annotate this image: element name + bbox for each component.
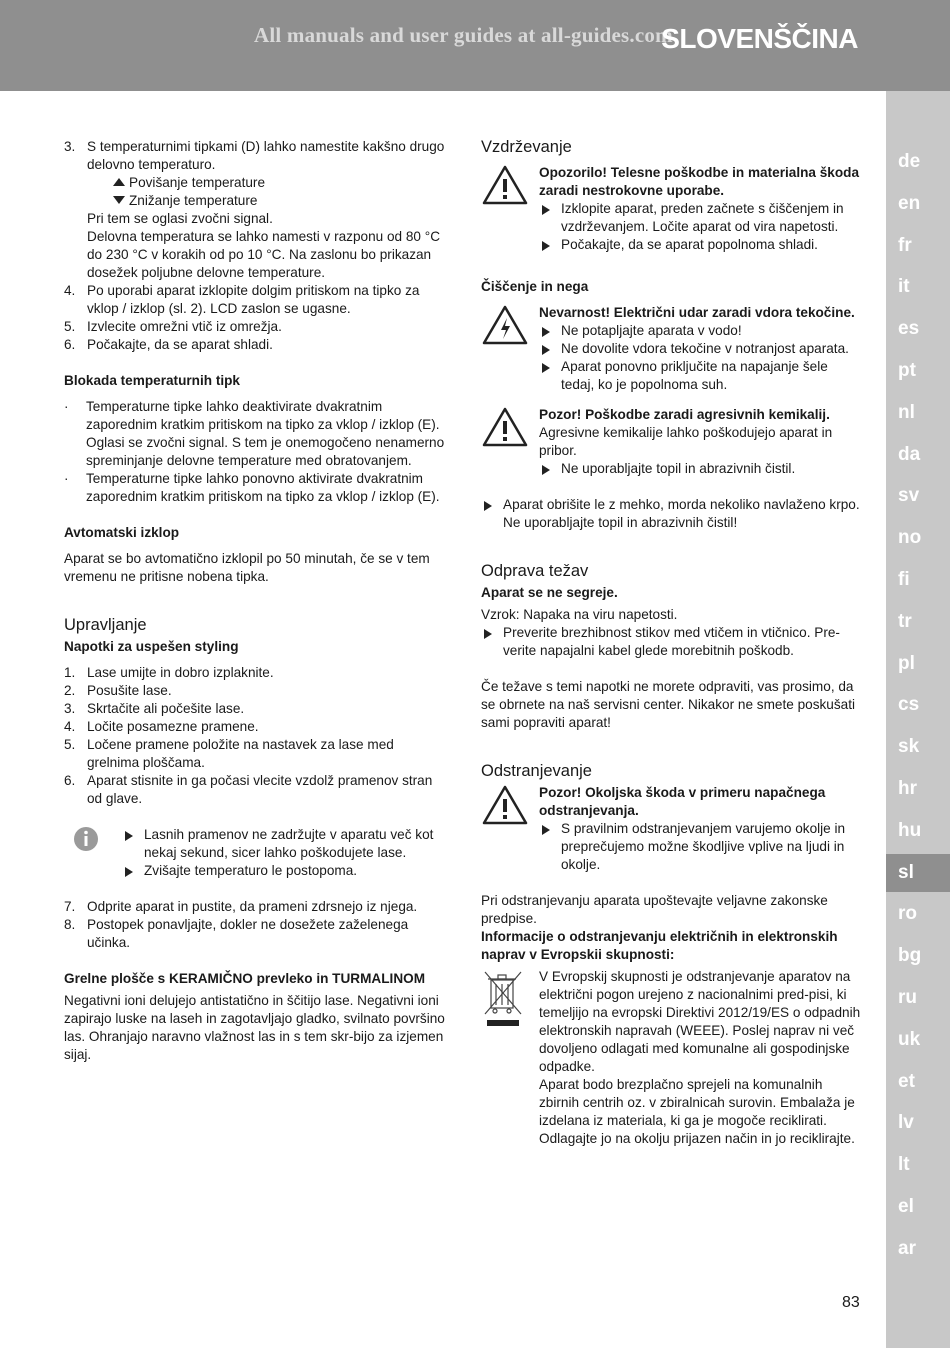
disposal-text: Pri odstranjevanju aparata upoštevajte veljavne zakonske predpise.	[481, 893, 828, 926]
language-tab-sv[interactable]: sv	[898, 485, 920, 507]
language-tab-en[interactable]: en	[898, 192, 921, 214]
info-icon	[64, 826, 122, 880]
language-tab-hu[interactable]: hu	[898, 819, 922, 841]
list-item: Aparat obrišite le z mehko, morda nekoliko navlaženo krpo. Ne uporabljajte topil in abrazivnih čistil!	[481, 496, 861, 532]
cleaning-heading: Čiščenje in nega	[481, 279, 589, 294]
list-item: 6. Počakajte, da se aparat shladi.	[64, 337, 273, 352]
language-tab-it[interactable]: it	[898, 276, 910, 298]
language-tab-ru[interactable]: ru	[898, 987, 917, 1008]
troubleshooting-heading: Odprava težav	[481, 562, 589, 580]
list-item: Ne uporabljajte topil in abrazivnih čistil.	[539, 460, 861, 478]
arrow-down-icon	[113, 196, 125, 204]
list-item: Ne potapljajte aparata v vodo!	[539, 322, 861, 340]
disposal-heading: Odstranjevanje	[481, 762, 592, 780]
list-item: 3. Skrtačite ali počešite lase.	[64, 701, 245, 716]
language-tab-lt[interactable]: lt	[898, 1154, 910, 1176]
page-header	[0, 0, 950, 91]
list-item: · Temperaturne tipke lahko deaktivirate dvakratnim zaporednim kratkim pritiskom na tipko za vklop / izklop (E). Oglasi se zvočni signal. S tem je onemogočeno nenamerno spreminjanje delovne temperature med obratovanjem.	[64, 399, 445, 468]
list-item: Izklopite aparat, preden začnete s čiščenjem in vzdrževanjem. Ločite aparat od vira napetosti.	[539, 200, 861, 236]
caution-block: Pozor! Poškodbe zaradi agresivnih kemikalij. Agresivne kemikalije lahko poškodujejo aparat in pribor. Ne uporabljajte topil in abrazivnih čistil.	[481, 406, 861, 478]
language-tab-el[interactable]: el	[898, 1196, 914, 1217]
crossed-bin-icon	[481, 968, 539, 1148]
temp-up-line: Povišanje temperature	[64, 174, 446, 192]
language-tab-tr[interactable]: tr	[898, 610, 912, 632]
language-tab-fr[interactable]: fr	[898, 234, 912, 256]
danger-block: Nevarnost! Električni udar zaradi vdora tekočine. Ne potapljajte aparata v vodo! Ne dovolite vdora tekočine v notranjost aparata. Aparat ponovno priključite na napajanje šele tedaj, ko je popolnoma suh.	[481, 304, 861, 394]
language-tab-et[interactable]: et	[898, 1070, 915, 1092]
list-item: Ne dovolite vdora tekočine v notranjost aparata.	[539, 340, 861, 358]
page-number: 83	[842, 1294, 860, 1311]
usage-heading: Upravljanje	[64, 616, 147, 634]
language-tab-de[interactable]: de	[898, 151, 921, 172]
language-tab-cs[interactable]: cs	[898, 694, 920, 716]
list-item: 2. Posušite lase.	[64, 683, 172, 698]
warning-block: Opozorilo! Telesne poškodbe in materialna škoda zaradi nestrokovne uporabe. Izklopite aparat, preden začnete s čiščenjem in vzdrževanjem. Ločite aparat od vira napetosti. Počakajte, da se aparat popolnoma shladi.	[481, 164, 861, 254]
language-tab-nl[interactable]: nl	[898, 401, 915, 423]
list-item: 6. Aparat stisnite in ga počasi vlecite vzdolž pramenov stran od glave.	[64, 773, 433, 806]
list-item: · Temperaturne tipke lahko ponovno aktivirate dvakratnim zaporednim kratkim pritiskom na tipko za vklop / izklop (E).	[64, 471, 440, 504]
ceramic-text: Negativni ioni delujejo antistatično in ščitijo lase. Negativni ioni zapirajo luske na laseh in zagotavljajo gladko, svilnato površino las. Ohranjajo naravno vlažnost las in s tem skr-bijo za izjemen sijaj.	[64, 993, 445, 1062]
trouble-text: Če težave s temi napotki ne morete odpraviti, vas prosimo, da se obrnete na naš servisni center. Nikakor ne smete poskušati sami popraviti aparat!	[481, 679, 856, 730]
warning-icon	[481, 406, 539, 478]
language-tab-ar[interactable]: ar	[898, 1237, 916, 1259]
language-sidebar	[886, 91, 950, 1348]
maintenance-heading: Vzdrževanje	[481, 138, 572, 156]
language-tab-hr[interactable]: hr	[898, 778, 917, 799]
language-tab-es[interactable]: es	[898, 318, 920, 340]
list-item: 7. Odprite aparat in pustite, da prameni zdrsnejo iz njega.	[64, 899, 418, 914]
language-tab-sk[interactable]: sk	[898, 736, 920, 758]
temp-down-line: Znižanje temperature	[64, 192, 446, 210]
tips-list	[64, 664, 446, 808]
list-item: 4. Po uporabi aparat izklopite dolgim pritiskom na tipko za vklop / izklop (sl. 2). LCD zaslon se ugasne.	[64, 283, 420, 316]
warning-icon	[481, 784, 539, 874]
page-title: SLOVENŠČINA	[661, 23, 858, 54]
language-tab-sl[interactable]: sl	[886, 854, 950, 892]
auto-off-heading: Avtomatski izklop	[64, 525, 180, 540]
tips-heading: Napotki za uspešen styling	[64, 639, 239, 654]
ceramic-heading: Grelne plošče s KERAMIČNO prevleko in TURMALINOM	[64, 971, 426, 986]
list-item: 1. Lase umijte in dobro izplaknite.	[64, 665, 274, 680]
list-item: 5. Ločene pramene položite na nastavek za lase med grelnima ploščama.	[64, 737, 394, 770]
language-tab-bg[interactable]: bg	[898, 945, 922, 967]
list-item: Preverite brezhibnost stikov med vtičem in vtičnico. Pre-verite napajalni kabel glede morebitnih poškodb.	[481, 624, 861, 660]
language-tab-da[interactable]: da	[898, 443, 921, 465]
left-column	[64, 138, 446, 1064]
language-tab-no[interactable]: no	[898, 527, 922, 549]
weee-block: V Evropskij skupnosti je odstranjevanje aparatov na električni pogon urejeno z nacionalnimi pred-pisi, ki temeljijo na evropski Direktivi 2012/19/ES o odpadnih elektronskih napravah (WEEE). Poslej naprav ni več dovoljeno odlagati med komunalne ali gospodinjske odpadke. Aparat bodo brezplačno sprejeli na komunalnih zbirnih centrih oz. v zbiralnicah surovin. Embalaža je izdelana iz materiala, ki ga je mogoče reciklirati. Odlagajte jo na okolju prijazen način in jo reciklirajte.	[481, 968, 861, 1148]
tips2-list	[64, 898, 446, 952]
weee-heading: Informacije o odstranjevanju električnih in elektronskih naprav v Evropskii skupnosti:	[481, 929, 838, 962]
language-tab-ro[interactable]: ro	[898, 903, 917, 925]
electric-shock-icon	[481, 304, 539, 394]
list-item: 5. Izvlecite omrežni vtič iz omrežja.	[64, 319, 282, 334]
list-item: 8. Postopek ponavljajte, dokler ne dosežete zaželenega učinka.	[64, 917, 409, 950]
environment-warning: Pozor! Okoljska škoda v primeru napačnega odstranjevanja. S pravilnim odstranjevanjem varujemo okolje in preprečujemo možne škodljive vplive na ljudi in okolje.	[481, 784, 861, 874]
trouble-subheading: Aparat se ne segreje.	[481, 585, 618, 600]
list-item: 4. Ločite posamezne pramene.	[64, 719, 259, 734]
language-tab-pl[interactable]: pl	[898, 652, 915, 674]
info-note	[64, 826, 446, 880]
language-tab-lv[interactable]: lv	[898, 1112, 914, 1134]
range-text: Delovna temperatura se lahko namesti v razponu od 80 °C do 230 °C v korakih od po 10 °C. Na zaslonu bo prikazan dosežek poljubne delovne temperature.	[87, 229, 441, 280]
language-tab-fi[interactable]: fi	[898, 569, 910, 590]
arrow-up-icon	[113, 178, 125, 186]
language-tab-uk[interactable]: uk	[898, 1028, 921, 1050]
auto-off-text: Aparat se bo avtomatično izklopil po 50 minutah, če se v tem vremenu ne pritisne nobena tipka.	[64, 551, 430, 584]
warning-icon	[481, 164, 539, 254]
right-column	[481, 138, 861, 1148]
list-item: 3. S temperaturnimi tipkami (D) lahko namestite kakšno drugo delovno temperaturo.	[64, 139, 445, 172]
list-item: Počakajte, da se aparat popolnoma shladi.	[539, 236, 861, 254]
list-item: Zvišajte temperaturo le postopoma.	[122, 862, 446, 880]
lock-heading: Blokada temperaturnih tipk	[64, 373, 240, 388]
list-item: Aparat ponovno priključite na napajanje šele tedaj, ko je popolnoma suh.	[539, 358, 861, 394]
trouble-cause: Vzrok: Napaka na viru napetosti.	[481, 607, 678, 622]
list-item: S pravilnim odstranjevanjem varujemo okolje in preprečujemo možne škodljive vplive na ljudi in okolje.	[539, 820, 861, 874]
language-tab-pt[interactable]: pt	[898, 360, 916, 381]
list-item: Lasnih pramenov ne zadržujte v aparatu več kot nekaj sekund, sicer lahko poškodujete lase.	[122, 826, 446, 862]
watermark: All manuals and user guides at all-guides.com	[254, 23, 673, 47]
signal-text: Pri tem se oglasi zvočni signal.	[87, 211, 273, 226]
